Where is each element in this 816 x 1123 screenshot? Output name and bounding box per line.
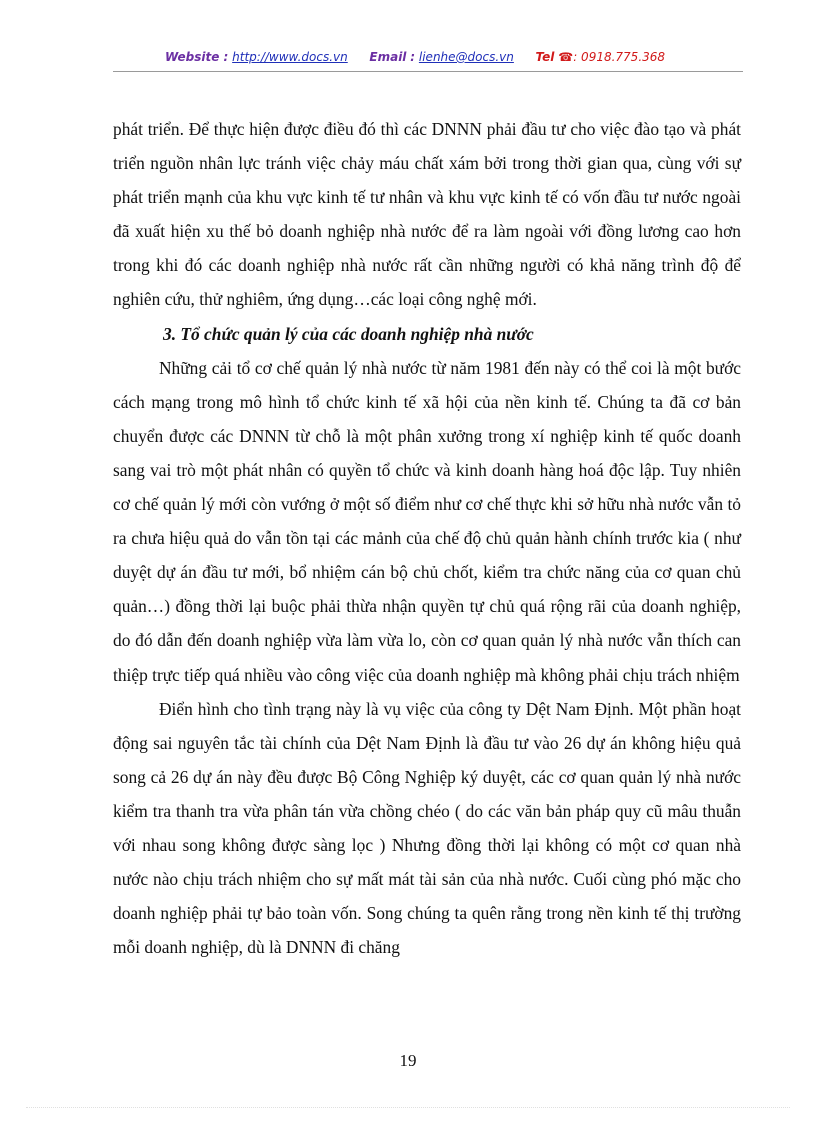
page-header xyxy=(165,50,665,64)
section-heading: 3. Tổ chức quản lý của các doanh nghiệp nhà nước xyxy=(163,323,534,344)
tel-number: : 0918.775.368 xyxy=(573,50,666,64)
email-separator: : xyxy=(410,50,416,64)
paragraph-1: phát triển. Để thực hiện được điều đó thì các DNNN phải đầu tư cho việc đào tạo và phát triển nguồn nhân lực tránh việc chảy máu chất xám bởi trong thời gian qua, cùng với sự phát triển mạnh của khu vực kinh tế tư nhân và khu vực kinh tế có vốn đầu tư nước ngoài đã xuất hiện xu thế bỏ doanh nghiệp nhà nước để ra làm ngoài với đồng lương cao hơn trong khi đó các doanh nghiệp nhà nước rất cần những người có khả năng trình độ để nghiên cứu, thử nghiêm, ứng dụng…các loại công nghệ mới. xyxy=(113,119,741,310)
email-label: Email xyxy=(369,50,407,64)
paragraph-3: Điển hình cho tình trạng này là vụ việc của công ty Dệt Nam Định. Một phần hoạt động sai nguyên tắc tài chính của Dệt Nam Định là đầu tư vào 26 dự án không hiệu quả song cả 26 dự án này đều được Bộ Công Nghiệp ký duyệt, các cơ quan quản lý nhà nước kiểm tra thanh tra vừa phân tán vừa chồng chéo ( do các văn bản pháp quy cũ mâu thuẫn với nhau song không được sàng lọc ) Nhưng đồng thời lại không có một cơ quan nhà nước nào chịu trách nhiệm cho sự mất mát tài sản của nhà nước. Cuối cùng phó mặc cho doanh nghiệp phải tự bảo toàn vốn. Song chúng ta quên rằng trong nền kinh tế thị trường mỗi doanh nghiệp, dù là DNNN đi chăng xyxy=(113,698,741,958)
footer-divider xyxy=(26,1107,790,1108)
email-link[interactable]: lienhe@docs.vn xyxy=(418,50,514,64)
website-label: Website : xyxy=(165,50,229,64)
tel-label: Tel xyxy=(535,50,555,64)
header-divider xyxy=(113,71,743,72)
document-body xyxy=(113,112,741,964)
paragraph-2: Những cải tổ cơ chế quản lý nhà nước từ năm 1981 đến này có thể coi là một bước cách mạng trong mô hình tổ chức kinh tế xã hội của nền kinh tế. Chúng ta đã cơ bản chuyển được các DNNN từ chỗ là một phân xưởng trong xí nghiệp kinh tế quốc doanh sang vai trò một phát nhân có quyền tổ chức và kinh doanh hàng hoá độc lập. Tuy nhiên cơ chế quản lý mới còn vướng ở một số điểm như cơ chế thực khi sở hữu nhà nước vẫn tỏ ra chưa hiệu quả do vẫn tồn tại các mảnh của chế độ chủ quản hành chính trước kia ( như duyệt dự án đầu tư mới, bổ nhiệm cán bộ chủ chốt, kiểm tra chức năng của cơ quan chủ quản…) đồng thời lại buộc phải thừa nhận quyền tự chủ quá rộng rãi của doanh nghiệp, do đó dẫn đến doanh nghiệp vừa làm vừa lo, còn cơ quan quản lý nhà nước vẫn thích can thiệp trực tiếp quá nhiều vào công việc của doanh nghiệp mà không phải chịu trách nhiệm xyxy=(113,357,741,685)
phone-icon: ☎ xyxy=(558,50,574,64)
page-number: 19 xyxy=(399,1051,417,1070)
website-link[interactable]: http://www.docs.vn xyxy=(232,50,348,64)
